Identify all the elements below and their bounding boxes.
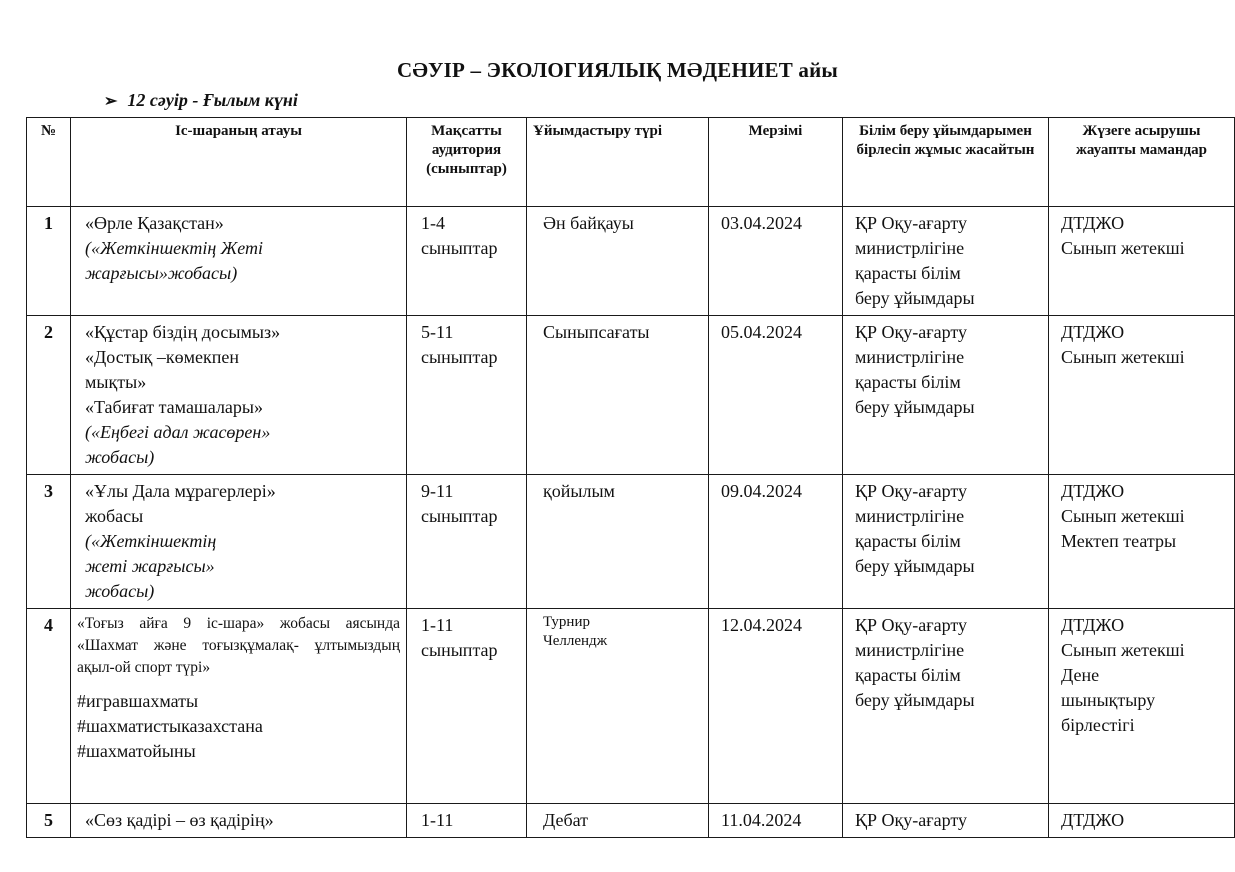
responsible-line: Мектеп театры	[1061, 531, 1177, 551]
header-partner: Білім беру ұйымдарымен бірлесіп жұмыс жасайтын	[843, 118, 1049, 207]
partner-line: қарасты білім	[855, 665, 961, 685]
event-name: «Тоғыз айға 9 іс-шара» жобасы аясында «Шахмат және тоғызқұмалақ- ұлтымыздың ақыл-ой спорт түрі»	[77, 615, 400, 676]
header-responsible: Жүзеге асырушы жауапты мамандар	[1049, 118, 1235, 207]
cell-date: 12.04.2024	[709, 609, 843, 804]
cell-responsible	[1049, 804, 1235, 838]
partner-line: ҚР Оқу-ағарту	[855, 615, 968, 635]
type-line: Челлендж	[543, 633, 608, 649]
cell-num: 2	[27, 316, 71, 475]
cell-type	[527, 475, 709, 609]
cell-audience	[407, 316, 527, 475]
responsible-line: ДТДЖО	[1061, 213, 1125, 233]
cell-num: 3	[27, 475, 71, 609]
event-project-line: жобасы)	[85, 447, 155, 467]
cell-date: 03.04.2024	[709, 207, 843, 316]
type-text: Ән байқауы	[543, 213, 634, 233]
cell-partner	[843, 207, 1049, 316]
hashtags	[77, 689, 400, 764]
cell-responsible	[1049, 475, 1235, 609]
cell-num: 4	[27, 609, 71, 804]
cell-date: 05.04.2024	[709, 316, 843, 475]
header-date: Мерзімі	[709, 118, 843, 207]
partner-line: беру ұйымдары	[855, 397, 975, 417]
header-type: Ұйымдастыру түрі	[527, 118, 709, 207]
event-project-line: жеті жарғысы»	[85, 556, 215, 576]
responsible-line: Сынып жетекші	[1061, 640, 1185, 660]
audience-line: сыныптар	[421, 238, 498, 258]
event-name-line: мықты»	[85, 372, 147, 392]
partner-line: министрлігіне	[855, 238, 965, 258]
event-name-line: «Табиғат тамашалары»	[85, 397, 264, 417]
audience-line: 1-4	[421, 213, 445, 233]
partner-line: министрлігіне	[855, 506, 965, 526]
responsible-line: Сынып жетекші	[1061, 506, 1185, 526]
partner-line: ҚР Оқу-ағарту	[855, 322, 968, 342]
responsible-line: ДТДЖО	[1061, 615, 1125, 635]
table-row	[27, 207, 1235, 316]
audience-line: 1-11	[421, 810, 454, 830]
event-name-line: «Достық –көмекпен	[85, 347, 240, 367]
event-name-line: «Сөз қадірі – өз қадірің»	[85, 810, 274, 830]
partner-line: қарасты білім	[855, 372, 961, 392]
cell-type	[527, 804, 709, 838]
partner-line: министрлігіне	[855, 640, 965, 660]
table-row	[27, 609, 1235, 804]
responsible-line: бірлестігі	[1061, 715, 1135, 735]
type-text: Сыныпсағаты	[543, 322, 650, 342]
cell-name	[71, 475, 407, 609]
cell-audience	[407, 804, 527, 838]
audience-line: сыныптар	[421, 506, 498, 526]
responsible-line: Дене	[1061, 665, 1100, 685]
table-header-row	[27, 118, 1235, 207]
events-table	[26, 117, 1235, 838]
event-project-line: жарғысы»жобасы)	[85, 263, 238, 283]
cell-type	[527, 207, 709, 316]
header-num: №	[27, 118, 71, 207]
type-text: Дебат	[543, 810, 589, 830]
partner-line: ҚР Оқу-ағарту	[855, 810, 968, 830]
partner-line: беру ұйымдары	[855, 556, 975, 576]
partner-line: ҚР Оқу-ағарту	[855, 213, 968, 233]
audience-line: 9-11	[421, 481, 454, 501]
cell-partner	[843, 475, 1049, 609]
cell-type	[527, 316, 709, 475]
partner-line: министрлігіне	[855, 347, 965, 367]
hashtag: #игравшахматы	[77, 691, 199, 711]
type-line: Турнир	[543, 614, 590, 630]
cell-partner	[843, 804, 1049, 838]
event-name-line: «Ұлы Дала мұрагерлері»	[85, 481, 276, 501]
table-row	[27, 475, 1235, 609]
header-name: Іс-шараның атауы	[71, 118, 407, 207]
arrow-bullet-icon: ➢	[104, 93, 118, 110]
event-project-line: («Еңбегі адал жасөрен»	[85, 422, 271, 442]
table-row	[27, 316, 1235, 475]
partner-line: беру ұйымдары	[855, 690, 975, 710]
audience-line: сыныптар	[421, 347, 498, 367]
event-project-line: жобасы)	[85, 581, 155, 601]
responsible-line: шынықтыру	[1061, 690, 1156, 710]
event-name-line: жобасы	[85, 506, 144, 526]
event-name-line: «Құстар біздің досымыз»	[85, 322, 281, 342]
cell-num: 5	[27, 804, 71, 838]
cell-audience	[407, 609, 527, 804]
cell-responsible	[1049, 207, 1235, 316]
responsible-line: ДТДЖО	[1061, 322, 1125, 342]
partner-line: қарасты білім	[855, 531, 961, 551]
partner-line: ҚР Оқу-ағарту	[855, 481, 968, 501]
cell-name	[71, 609, 407, 804]
partner-line: беру ұйымдары	[855, 288, 975, 308]
cell-date: 11.04.2024	[709, 804, 843, 838]
subtitle-text: 12 сәуір - Ғылым күні	[127, 90, 298, 110]
event-project-line: («Жеткіншектің	[85, 531, 217, 551]
event-project-line: («Жеткіншектің Жеті	[85, 238, 264, 258]
table-row	[27, 804, 1235, 838]
cell-num: 1	[27, 207, 71, 316]
cell-name	[71, 804, 407, 838]
cell-partner	[843, 609, 1049, 804]
type-text: қойылым	[543, 481, 615, 501]
cell-date: 09.04.2024	[709, 475, 843, 609]
header-audience: Мақсатты аудитория (сыныптар)	[407, 118, 527, 207]
cell-type	[527, 609, 709, 804]
responsible-line: Сынып жетекші	[1061, 238, 1185, 258]
responsible-line: ДТДЖО	[1061, 481, 1125, 501]
audience-line: 1-11	[421, 615, 454, 635]
hashtag: #шахматойыны	[77, 741, 196, 761]
responsible-line: ДТДЖО	[1061, 810, 1125, 830]
partner-line: қарасты білім	[855, 263, 961, 283]
cell-name	[71, 316, 407, 475]
cell-audience	[407, 207, 527, 316]
cell-responsible	[1049, 609, 1235, 804]
cell-name	[71, 207, 407, 316]
audience-line: сыныптар	[421, 640, 498, 660]
event-name-line: «Өрле Қазақстан»	[85, 213, 224, 233]
hashtag: #шахматистыказахстана	[77, 716, 263, 736]
responsible-line: Сынып жетекші	[1061, 347, 1185, 367]
subtitle	[104, 90, 298, 111]
cell-audience	[407, 475, 527, 609]
page-title: СӘУІР – ЭКОЛОГИЯЛЫҚ МӘДЕНИЕТ айы	[396, 58, 839, 82]
audience-line: 5-11	[421, 322, 454, 342]
cell-partner	[843, 316, 1049, 475]
cell-responsible	[1049, 316, 1235, 475]
